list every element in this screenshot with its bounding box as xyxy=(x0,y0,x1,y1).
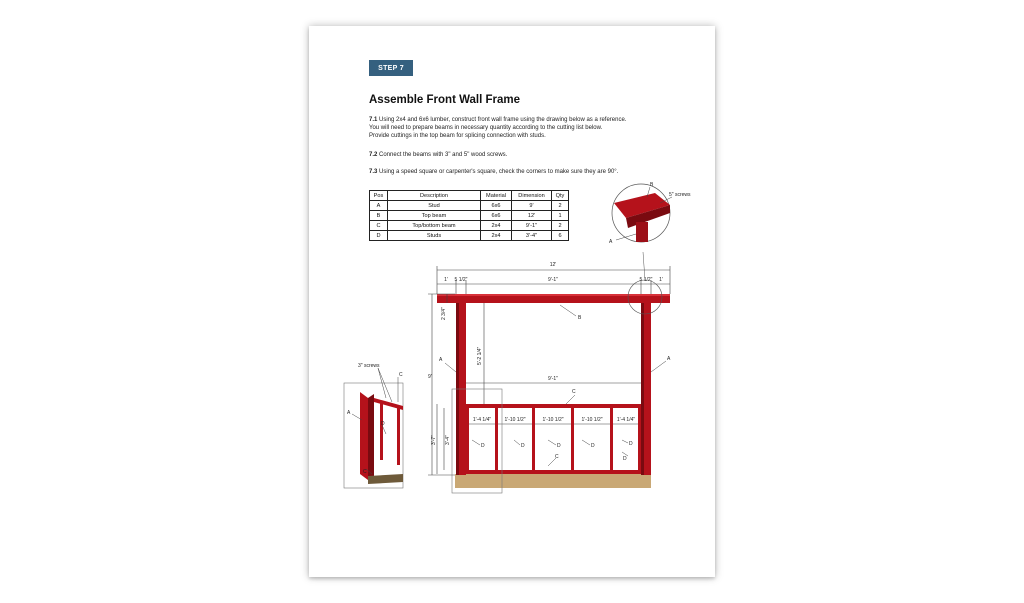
leader-lines xyxy=(445,305,666,466)
label-c-top: C xyxy=(572,389,576,395)
cell: 2 xyxy=(552,201,569,211)
stud-d xyxy=(495,408,498,470)
cell: D xyxy=(370,231,388,241)
label-d: D xyxy=(623,456,627,462)
detail-post xyxy=(360,392,368,480)
lower-bottom-beam-c xyxy=(466,470,641,474)
cell: 6x6 xyxy=(481,201,512,211)
col-pos: Pos xyxy=(370,191,388,201)
detail-post-side xyxy=(368,394,374,480)
dim-height-total: 9' xyxy=(428,374,432,380)
detail-leader xyxy=(643,252,645,280)
cell: 1 xyxy=(552,211,569,221)
cell: A xyxy=(370,201,388,211)
step-7-3: 7.3 Using a speed square or carpenter's square, check the corners to make sure they are 90°. xyxy=(369,169,619,175)
label-d: D xyxy=(557,443,561,449)
dim-inner-bottom: 9'-1" xyxy=(548,376,558,382)
stud-d xyxy=(532,408,535,470)
bay-width: 1'-10 1/2" xyxy=(542,417,564,423)
detail-left-label-c2: C xyxy=(363,469,367,475)
step-7-1: 7.1 Using 2x4 and 6x6 lumber, construct front wall frame using the drawing below as a reference. You will need to prepare beams in necessary quantity according to the cutting list below. Provide cuttings in the top beam for splicing connection with studs. xyxy=(369,117,627,139)
stud-d xyxy=(638,408,641,470)
label-d: D xyxy=(591,443,595,449)
cell: 2 xyxy=(552,221,569,231)
base-platform xyxy=(455,474,651,488)
dim-notch-left: 5 1/2" xyxy=(454,277,468,283)
label-a-right: A xyxy=(667,356,671,362)
bay-width: 1'-10 1/2" xyxy=(504,417,526,423)
label-d: D xyxy=(629,441,633,447)
dim-inner-top: 9'-1" xyxy=(548,277,558,283)
cell: 12' xyxy=(512,211,552,221)
stud-d xyxy=(466,408,469,470)
cell: B xyxy=(370,211,388,221)
cell: 2x4 xyxy=(481,231,512,241)
cell: 3'-4" xyxy=(512,231,552,241)
cell: 9'-1" xyxy=(512,221,552,231)
dim-overall: 12' xyxy=(549,262,557,268)
cell: Top/bottom beam xyxy=(388,221,481,231)
dim-notch-right: 5 1/2" xyxy=(639,277,653,283)
detail-screws-5: 5" screws xyxy=(669,192,691,198)
step-7-2: 7.2 Connect the beams with 3" and 5" wood screws. xyxy=(369,152,508,158)
col-qty: Qty xyxy=(552,191,569,201)
dim-end-right: 1' xyxy=(659,277,663,283)
cell: Studs xyxy=(388,231,481,241)
col-material: Material xyxy=(481,191,512,201)
detail-post-a xyxy=(636,222,648,242)
detail-label-a: A xyxy=(609,239,613,245)
detail-left-label-c: C xyxy=(399,372,403,378)
cell: Top beam xyxy=(388,211,481,221)
col-description: Description xyxy=(388,191,481,201)
cell: C xyxy=(370,221,388,231)
detail-stud-d xyxy=(397,407,400,465)
bay-width: 1'-4 1/4" xyxy=(616,417,636,423)
label-a-left: A xyxy=(439,357,443,363)
cell: 9' xyxy=(512,201,552,211)
cell: 6x6 xyxy=(481,211,512,221)
stud-d xyxy=(571,408,574,470)
dim-clear-height: 5'-2 1/4" xyxy=(477,346,483,365)
label-d: D xyxy=(481,443,485,449)
cell: 6 xyxy=(552,231,569,241)
dim-lower-stud: 3'-4" xyxy=(445,435,451,445)
detail-label-b: B xyxy=(650,182,654,188)
lower-top-beam-c xyxy=(466,404,641,408)
cell: 2x4 xyxy=(481,221,512,231)
dim-end-left: 1' xyxy=(444,277,448,283)
step-badge: STEP 7 xyxy=(369,60,413,76)
bay-width: 1'-10 1/2" xyxy=(581,417,603,423)
post-shade xyxy=(641,303,644,475)
detail-left-label-a: A xyxy=(347,410,351,416)
bay-width: 1'-4 1/4" xyxy=(472,417,492,423)
stud-d xyxy=(610,408,613,470)
col-dimension: Dimension xyxy=(512,191,552,201)
label-d: D xyxy=(521,443,525,449)
detail-screws-3: 3" screws xyxy=(358,363,380,369)
detail-left-label-d: D xyxy=(381,421,385,427)
cell: Stud xyxy=(388,201,481,211)
label-c-bottom: C xyxy=(555,454,559,460)
detail-stud-d xyxy=(380,403,383,460)
dim-beam-depth: 2 3/4" xyxy=(441,307,447,320)
page-title: Assemble Front Wall Frame xyxy=(369,94,521,106)
top-beam-highlight xyxy=(437,294,670,296)
label-b: B xyxy=(578,315,582,321)
dim-lower-total: 3'-7" xyxy=(431,435,437,445)
